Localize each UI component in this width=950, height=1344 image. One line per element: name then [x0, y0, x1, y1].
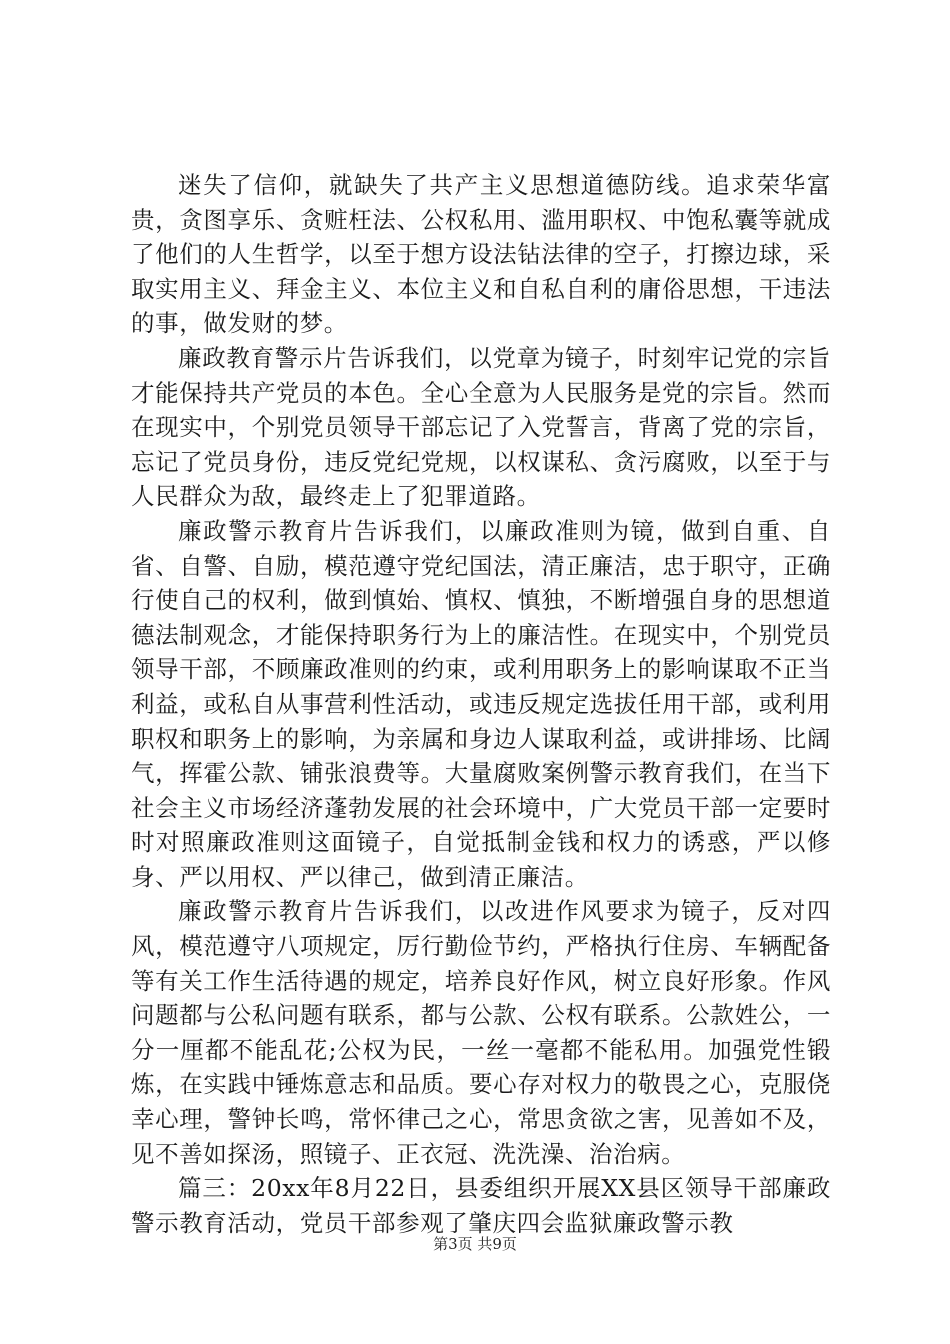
- page-footer: 第3页 共9页: [433, 1235, 517, 1253]
- paragraph-3: 廉政警示教育片告诉我们，以廉政准则为镜，做到自重、自省、自警、自励，模范遵守党纪国法，清正廉洁，忠于职守，正确行使自己的权利，做到慎始、慎权、慎独，不断增强自身的思想道德法制观念，才能保持职务行为上的廉洁性。在现实中，个别党员领导干部，不顾廉政准则的约束，或利用职务上的影响谋取不正当利益，或私自从事营利性活动，或违反规定选拔任用干部，或利用职权和职务上的影响，为亲属和身边人谋取利益，或讲排场、比阔气，挥霍公款、铺张浪费等。大量腐败案例警示教育我们，在当下社会主义市场经济蓬勃发展的社会环境中，广大党员干部一定要时时对照廉政准则这面镜子，自觉抵制金钱和权力的诱惑，严以修身、严以用权、严以律己，做到清正廉洁。: [131, 516, 831, 891]
- paragraph-1: 迷失了信仰，就缺失了共产主义思想道德防线。追求荣华富贵，贪图享乐、贪赃枉法、公权私用、滥用职权、中饱私囊等就成了他们的人生哲学，以至于想方设法钻法律的空子，打擦边球，采取实用主义、拜金主义、本位主义和自私自利的庸俗思想，干违法的事，做发财的梦。: [131, 171, 831, 338]
- document-body: [131, 168, 831, 1240]
- paragraph-4: 廉政警示教育片告诉我们，以改进作风要求为镜子，反对四风，模范遵守八项规定，厉行勤俭节约，严格执行住房、车辆配备等有关工作生活待遇的规定，培养良好作风，树立良好形象。作风问题都与公私问题有联系，都与公款、公权有联系。公款姓公，一分一厘都不能乱花;公权为民，一丝一毫都不能私用。加强党性锻炼，在实践中锤炼意志和品质。要心存对权力的敬畏之心，克服侥幸心理，警钟长鸣，常怀律己之心，常思贪欲之害，见善如不及，见不善如探汤，照镜子、正衣冠、洗洗澡、治治病。: [131, 897, 831, 1168]
- paragraph-5: 篇三：20xx年8月22日，县委组织开展XX县区领导干部廉政警示教育活动，党员干部参观了肇庆四会监狱廉政警示教: [131, 1174, 831, 1237]
- paragraph-2: 廉政教育警示片告诉我们，以党章为镜子，时刻牢记党的宗旨才能保持共产党员的本色。全心全意为人民服务是党的宗旨。然而在现实中，个别党员领导干部忘记了入党誓言，背离了党的宗旨，忘记了党员身份，违反党纪党规，以权谋私、贪污腐败，以至于与人民群众为敌，最终走上了犯罪道路。: [131, 343, 831, 511]
